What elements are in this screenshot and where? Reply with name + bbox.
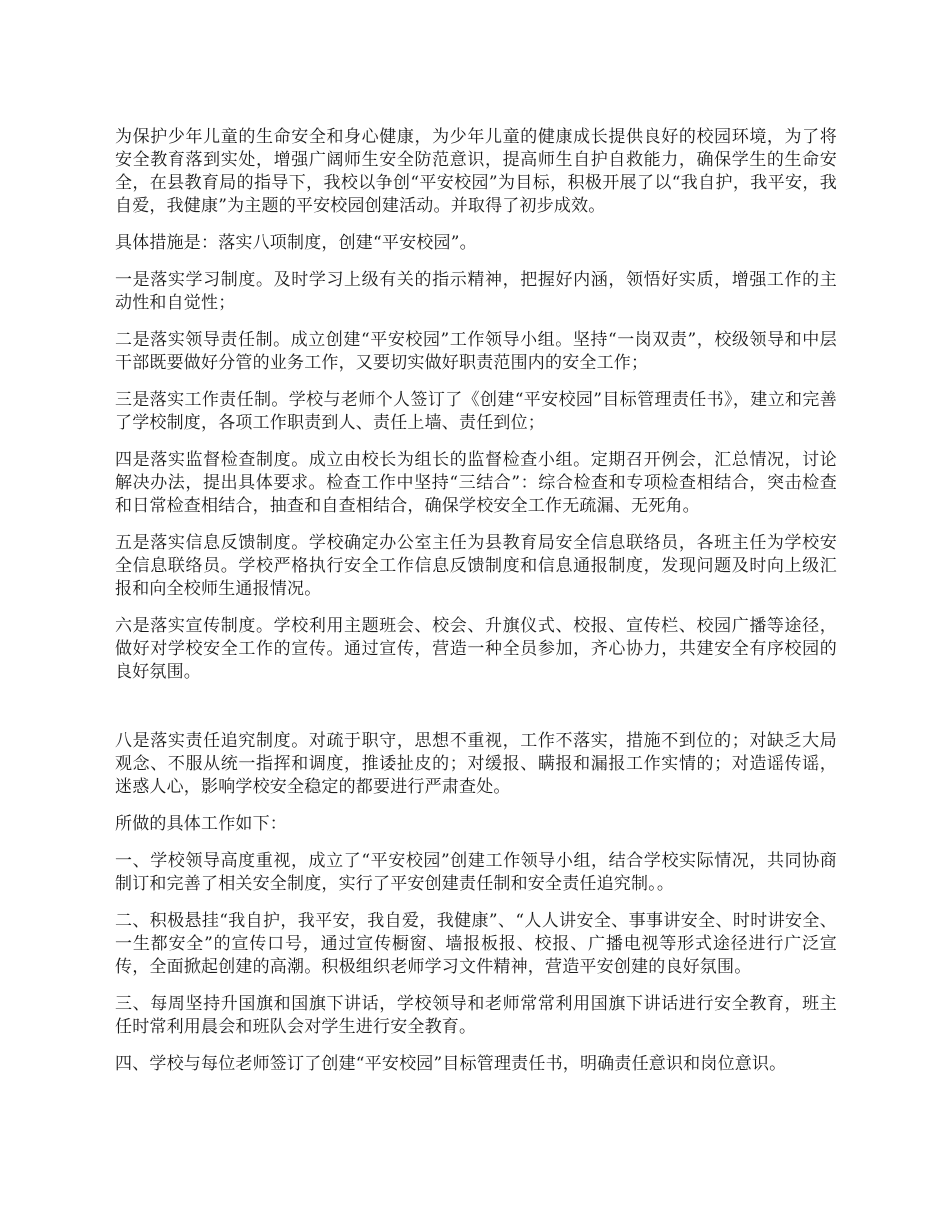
paragraph-item-8: 八是落实责任追究制度。对疏于职守，思想不重视，工作不落实，措施不到位的；对缺乏大局观念、不服从统一指挥和调度，推诿扯皮的；对缓报、瞒报和漏报工作实情的；对造谣传谣，迷惑人心，影响学校安全稳定的都要进行严肃查处。 — [115, 731, 837, 797]
paragraph-measures-heading: 具体措施是：落实八项制度，创建“平安校园”。 — [115, 233, 477, 253]
paragraph-item-4: 四是落实监督检查制度。成立由校长为组长的监督检查小组。定期召开例会，汇总情况，讨论解决办法，提出具体要求。检查工作中坚持“三结合”：综合检查和专项检查相结合，突击检查和日常检查相结合，抽查和自查相结合，确保学校安全工作无疏漏、无死角。 — [115, 450, 837, 516]
paragraph-item-6: 六是落实宣传制度。学校利用主题班会、校会、升旗仪式、校报、宣传栏、校园广播等途径，做好对学校安全工作的宣传。通过宣传，营造一种全员参加，齐心协力，共建安全有序校园的良好氛围。 — [115, 616, 837, 682]
paragraph-work-4: 四、学校与每位老师签订了创建“平安校园”目标管理责任书，明确责任意识和岗位意识。 — [115, 1054, 787, 1074]
paragraph-item-5: 五是落实信息反馈制度。学校确定办公室主任为县教育局安全信息联络员，各班主任为学校安全信息联络员。学校严格执行安全工作信息反馈制度和信息通报制度，发现问题及时向上级汇报和向全校师生通报情况。 — [115, 533, 837, 599]
paragraph-item-1: 一是落实学习制度。及时学习上级有关的指示精神，把握好内涵，领悟好实质，增强工作的主动性和自觉性； — [115, 270, 837, 313]
paragraph-intro: 为保护少年儿童的生命安全和身心健康，为少年儿童的健康成长提供良好的校园环境，为了将安全教育落到实处，增强广阔师生安全防范意识，提高师生自护自救能力，确保学生的生命安全，在县教育局的指导下，我校以争创“平安校园”为目标，积极开展了以“我自护，我平安，我自爱，我健康”为主题的平安校园创建活动。并取得了初步成效。 — [115, 127, 837, 216]
paragraph-work-2: 二、积极悬挂“我自护，我平安，我自爱，我健康”、“人人讲安全、事事讲安全、时时讲安全、一生都安全”的宣传口号，通过宣传橱窗、墙报板报、校报、广播电视等形式途径进行广泛宣传，全面掀起创建的高潮。积极组织老师学习文件精神，营造平安创建的良好氛围。 — [115, 911, 837, 977]
paragraph-work-3: 三、每周坚持升国旗和国旗下讲话，学校领导和老师常常利用国旗下讲话进行安全教育，班主任时常利用晨会和班队会对学生进行安全教育。 — [115, 994, 837, 1037]
paragraph-item-2: 二是落实领导责任制。成立创建“平安校园”工作领导小组。坚持“一岗双责”，校级领导和中层干部既要做好分管的业务工作，又要切实做好职责范围内的安全工作； — [115, 330, 837, 373]
paragraph-work-heading: 所做的具体工作如下： — [115, 814, 287, 834]
blank-gap — [115, 698, 837, 730]
paragraph-work-1: 一、学校领导高度重视，成立了“平安校园”创建工作领导小组，结合学校实际情况，共同协商制订和完善了相关安全制度，实行了平安创建责任制和安全责任追究制。。 — [115, 851, 837, 894]
paragraph-item-3: 三是落实工作责任制。学校与老师个人签订了《创建“平安校园”目标管理责任书》，建立和完善了学校制度，各项工作职责到人、责任上墙、责任到位； — [115, 390, 837, 433]
document-body — [115, 126, 837, 1090]
